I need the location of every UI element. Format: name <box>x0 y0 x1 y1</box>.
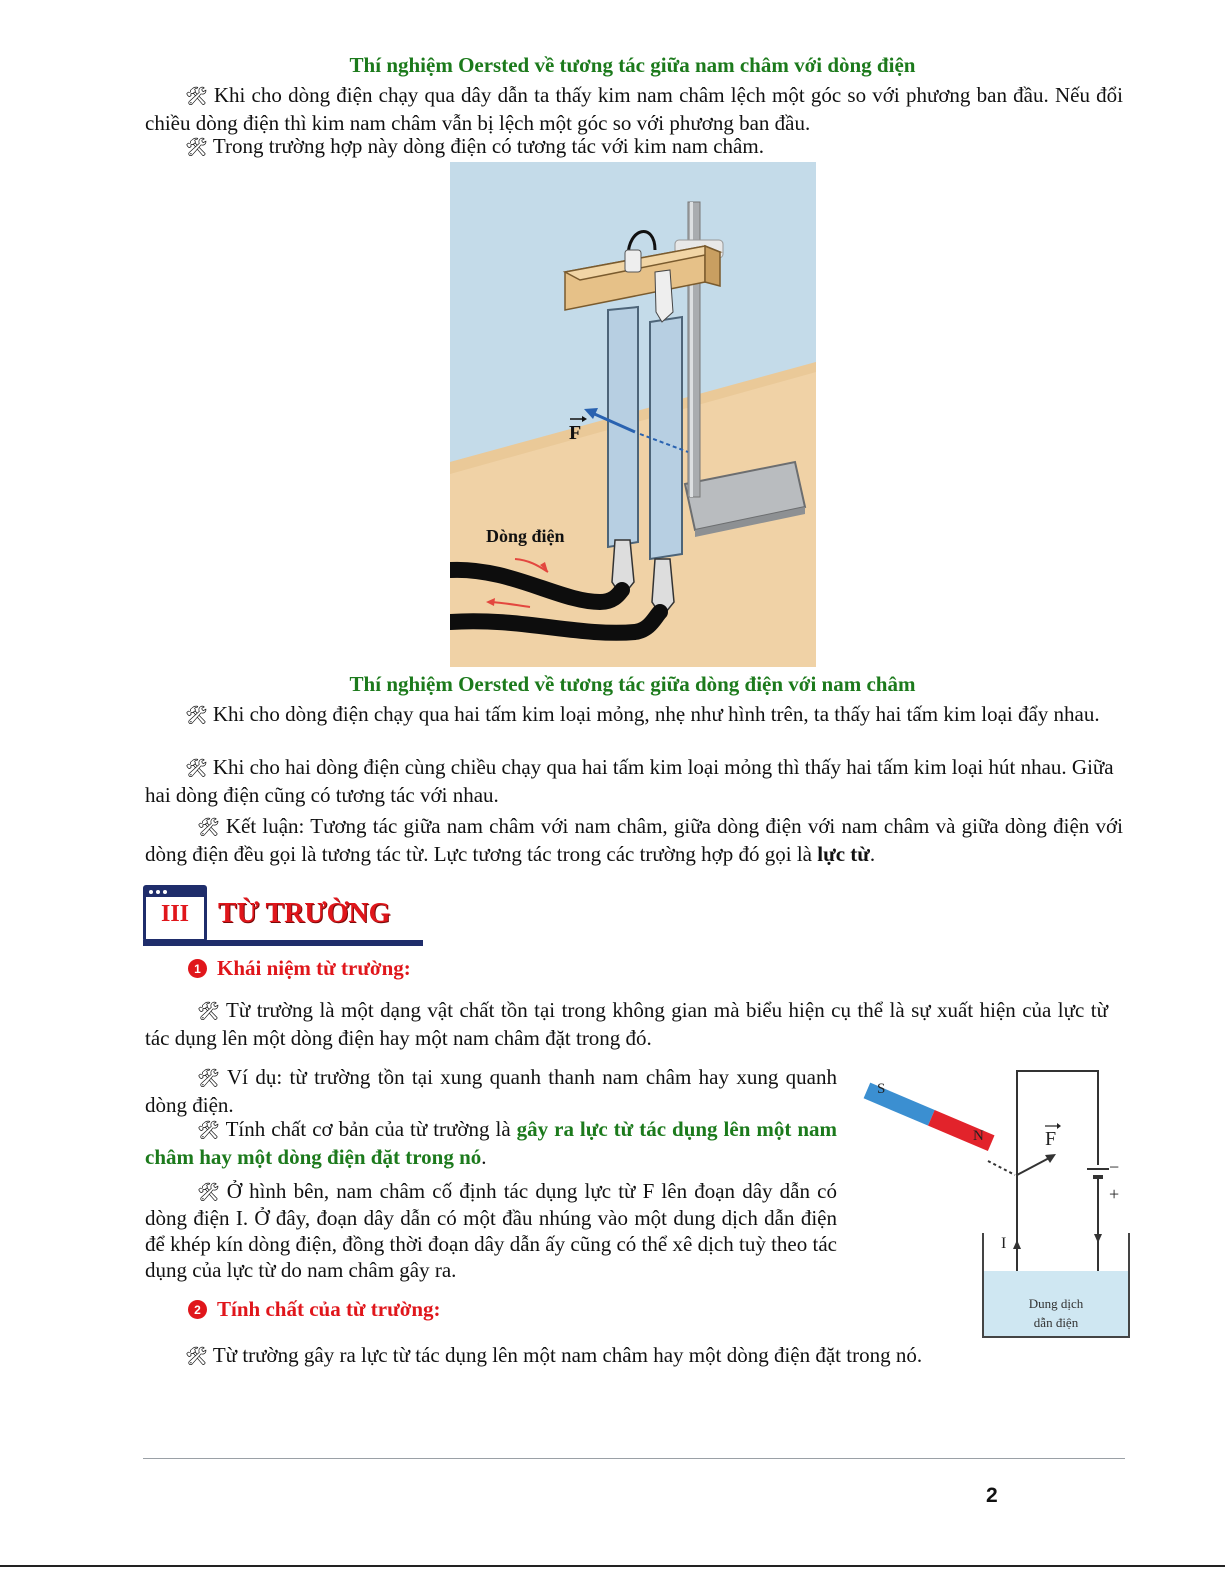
paragraph-5-suffix: . <box>869 842 876 866</box>
oersted-plates-figure <box>450 162 816 667</box>
subheading-1 <box>188 956 411 981</box>
paragraph-10-text: Từ trường gây ra lực từ tác dụng lên một nam châm hay một dòng điện đặt trong nó. <box>212 1343 923 1367</box>
paragraph-5-bold: lực từ <box>817 842 870 866</box>
paragraph-8-suffix: . <box>481 1145 487 1169</box>
number-badge: 2 <box>188 1300 207 1319</box>
solution-label-2: dẫn điện <box>1033 1315 1079 1330</box>
subheading-1-title: Khái niệm từ trường: <box>217 956 411 980</box>
current-i-label: I <box>1001 1235 1007 1252</box>
section-title: TỪ TRƯỜNG <box>218 898 391 929</box>
paragraph-6 <box>145 997 1108 1052</box>
north-label: N <box>973 1128 984 1144</box>
tools-icon: 🛠 <box>185 758 208 778</box>
paragraph-7 <box>145 1064 837 1119</box>
paragraph-8-text: Tính chất cơ bản của từ trường là <box>225 1117 517 1141</box>
paragraph-9-text: Ở hình bên, nam châm cố định tác dụng lực từ F lên đoạn dây dẫn có dòng điện I. Ở đây, đoạn dây dẫn có một đầu nhúng vào một dung dịch dẫn điện để khép kín dòng điện, đồng thời đoạn dây dẫn ấy cũng có thể xê dịch tuỳ theo tác dụng của lực từ do nam châm gây ra. <box>145 1179 837 1282</box>
paragraph-4 <box>145 754 1123 809</box>
tools-icon: 🛠 <box>185 1346 208 1366</box>
force-label-2: F <box>1045 1128 1057 1150</box>
paragraph-3 <box>145 701 1123 729</box>
paragraph-3-text: Khi cho dòng điện chạy qua hai tấm kim loại mỏng, nhẹ như hình trên, ta thấy hai tấm kim loại đẩy nhau. <box>212 702 1100 726</box>
tools-icon: 🛠 <box>197 1001 222 1021</box>
magnet-wire-figure <box>855 1065 1135 1345</box>
page-number: 2 <box>986 1484 998 1507</box>
figure-caption-top: Thí nghiệm Oersted về tương tác giữa nam châm với dòng điện <box>349 53 916 77</box>
subheading-2-title: Tính chất của từ trường: <box>217 1297 441 1321</box>
solution-label-1: Dung dịch <box>1028 1296 1084 1311</box>
tools-icon: 🛠 <box>197 817 221 837</box>
section-underline <box>143 940 423 946</box>
subheading-2 <box>188 1297 441 1322</box>
paragraph-5-text: Kết luận: Tương tác giữa nam châm với nam châm, giữa dòng điện với nam châm và giữa dòng điện với dòng điện đều gọi là tương tác từ. Lực tương tác trong các trường hợp đó gọi là <box>145 814 1123 866</box>
tools-icon: 🛠 <box>197 1068 222 1088</box>
number-badge: 1 <box>188 959 207 978</box>
paragraph-1-text: Khi cho dòng điện chạy qua dây dẫn ta thấy kim nam châm lệch một góc so với phương ban đầu. Nếu đổi chiều dòng điện thì kim nam châm vẫn bị lệch một góc so với phương ban đầu. <box>145 83 1124 135</box>
paragraph-2-text: Trong trường hợp này dòng điện có tương tác với kim nam châm. <box>212 134 764 158</box>
minus-sign: − <box>1109 1157 1120 1177</box>
plus-sign: + <box>1109 1184 1120 1204</box>
paragraph-7-text: Ví dụ: từ trường tồn tại xung quanh thanh nam châm hay xung quanh dòng điện. <box>145 1065 837 1117</box>
paragraph-9 <box>145 1178 837 1283</box>
footer-rule <box>143 1458 1125 1459</box>
paragraph-8 <box>145 1116 837 1171</box>
section-box-bar <box>146 888 204 897</box>
section-number-box <box>143 885 207 942</box>
paragraph-1 <box>145 82 1123 137</box>
section-number: III <box>160 901 190 927</box>
tools-icon: 🛠 <box>185 86 209 106</box>
current-label: Dòng điện <box>486 526 565 546</box>
tools-icon: 🛠 <box>197 1120 221 1140</box>
paragraph-2 <box>185 133 1125 161</box>
paragraph-5 <box>145 813 1123 868</box>
page-bottom-edge <box>0 1565 1225 1567</box>
figure-caption-middle: Thí nghiệm Oersted về tương tác giữa dòng điện với nam châm <box>349 672 916 696</box>
tools-icon: 🛠 <box>185 705 208 725</box>
paragraph-8-highlight: gây ra lực từ tác dụng lên một nam châm hay một dòng điện đặt trong nó <box>145 1117 837 1169</box>
force-label: F <box>569 422 582 444</box>
tools-icon: 🛠 <box>197 1182 222 1202</box>
paragraph-6-text: Từ trường là một dạng vật chất tồn tại trong không gian mà biểu hiện cụ thể là sự xuất hiện của lực từ tác dụng lên một dòng điện hay một nam châm đặt trong đó. <box>145 998 1108 1050</box>
paragraph-4-text: Khi cho hai dòng điện cùng chiều chạy qua hai tấm kim loại mỏng thì thấy hai tấm kim loại hút nhau. Giữa hai dòng điện cũng có tương tác với nhau. <box>145 755 1114 807</box>
paragraph-10 <box>185 1342 1125 1370</box>
tools-icon: 🛠 <box>185 137 208 157</box>
south-label: S <box>877 1081 886 1097</box>
